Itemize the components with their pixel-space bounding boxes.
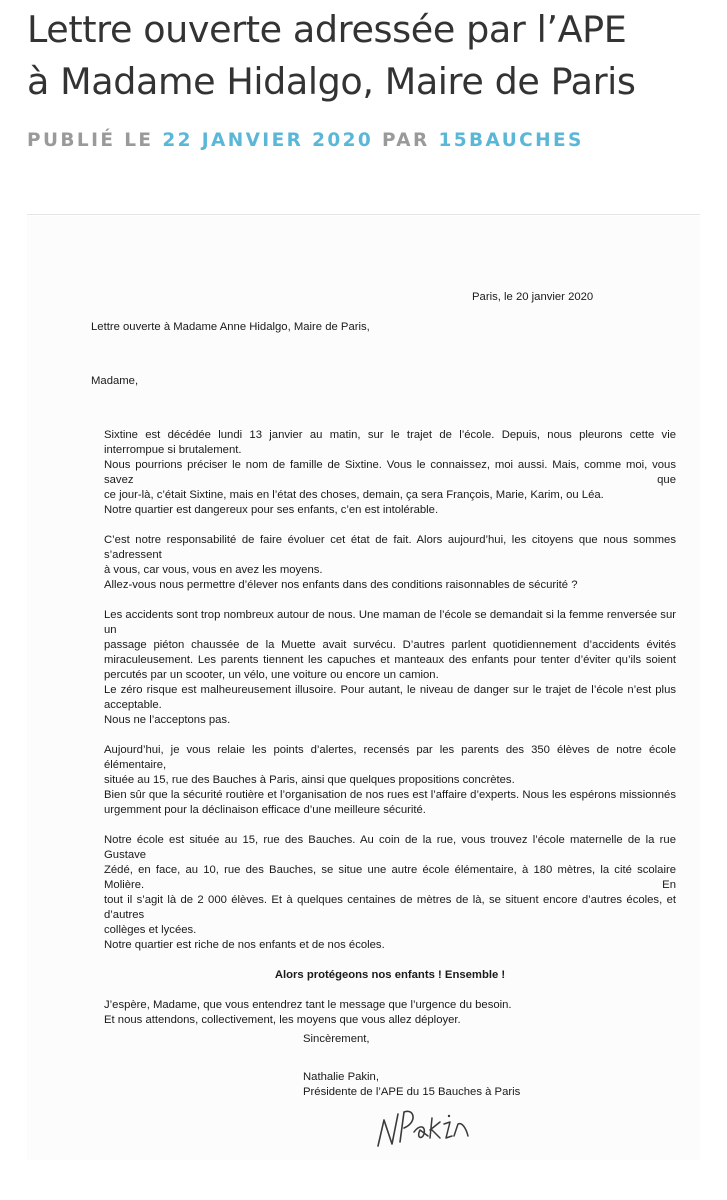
text-line: Notre quartier est riche de nos enfants et de nos écoles. xyxy=(104,939,385,951)
text-line: située au 15, rue des Bauches à Paris, ainsi que quelques propositions concrètes. xyxy=(104,774,515,786)
text-line: acceptable. xyxy=(104,699,162,711)
post-title-line-1: Lettre ouverte adressée par l’APE xyxy=(27,8,627,51)
paragraph-5 xyxy=(104,833,676,953)
text-line: passage piéton chaussée de la Muette avait survécu. D’autres parlent quotidiennement d’accidents évités xyxy=(104,639,676,651)
handwritten-signature xyxy=(370,1098,480,1158)
paragraph-final xyxy=(104,998,676,1028)
published-label: PUBLIÉ LE xyxy=(27,130,154,151)
text-line: ce jour-là, c’était Sixtine, mais en l’état des choses, demain, ça sera François, Marie, Karim, ou Léa. xyxy=(104,489,604,501)
letter-salutation: Madame, xyxy=(91,375,139,387)
paragraph-4 xyxy=(104,743,676,818)
post-title-line-2: à Madame Hidalgo, Maire de Paris xyxy=(27,60,636,103)
text-line: percutés par un scooter, un vélo, une voiture ou encore un camion. xyxy=(104,669,439,681)
text-line: collèges et lycées. xyxy=(104,924,197,936)
text-line: Notre quartier est dangereux pour ses enfants, c’en est intolérable. xyxy=(104,504,439,516)
paragraph-2 xyxy=(104,533,676,593)
signer-name: Nathalie Pakin, xyxy=(303,1071,379,1083)
post-header xyxy=(27,0,707,151)
by-label: PAR xyxy=(382,130,430,151)
paragraph-1 xyxy=(104,428,676,518)
header-divider xyxy=(27,214,700,215)
text-line: Les accidents sont trop nombreux autour de nous. Une maman de l’école se demandait si la femme renversée sur un xyxy=(104,609,676,636)
author-link[interactable]: 15BAUCHES xyxy=(438,130,584,151)
publish-date-link[interactable]: 22 JANVIER 2020 xyxy=(162,130,374,151)
text-line: Nous ne l’acceptons pas. xyxy=(104,714,231,726)
text-line: J’espère, Madame, que vous entendrez tant le message que l’urgence du besoin. xyxy=(104,999,512,1011)
text-line: Nous pourrions préciser le nom de famille de Sixtine. Vous le connaissez, moi aussi. Mais, comme moi, vous savez que xyxy=(104,459,676,486)
emphasis-line: Alors protégeons nos enfants ! Ensemble ! xyxy=(274,969,506,981)
text-line: tout il s’agit là de 2 000 élèves. Et à quelques centaines de mètres de là, se situent encore d’autres écoles, et d’autres xyxy=(104,894,676,921)
text-line: Aujourd’hui, je vous relaie les points d’alertes, recensés par les parents des 350 élèves de notre école élémentaire, xyxy=(104,744,676,771)
text-line: urgemment pour la déclinaison efficace d’une meilleure sécurité. xyxy=(104,804,426,816)
text-line: Bien sûr que la sécurité routière et l’organisation de nos rues est l’affaire d’experts. Nous les espérons missionnés xyxy=(104,789,676,801)
text-line: Sixtine est décédée lundi 13 janvier au matin, sur le trajet de l’école. Depuis, nous pleurons cette vie xyxy=(104,429,676,441)
paragraph-3 xyxy=(104,608,676,728)
text-line: Zédé, en face, au 10, rue des Bauches, se situe une autre école élémentaire, à 180 mètres, la cité scolaire Molière. En xyxy=(104,864,676,891)
text-line: Le zéro risque est malheureusement illusoire. Pour autant, le niveau de danger sur le trajet de l’école n’est plus xyxy=(104,684,676,696)
letter-paragraphs xyxy=(104,428,676,1043)
post-title xyxy=(27,0,707,108)
text-line: Notre école est située au 15, rue des Bauches. Au coin de la rue, vous trouvez l’école maternelle de la rue Gustave xyxy=(104,834,676,861)
text-line: interrompue si brutalement. xyxy=(104,444,242,456)
post-meta xyxy=(27,130,707,151)
text-line: C’est notre responsabilité de faire évoluer cet état de fait. Alors aujourd’hui, les citoyens que nous sommes s’adressent xyxy=(104,534,676,561)
letter-date: Paris, le 20 janvier 2020 xyxy=(472,291,594,303)
text-line: à vous, car vous, vous en avez les moyens. xyxy=(104,564,323,576)
signer-title: Présidente de l’APE du 15 Bauches à Paris xyxy=(303,1086,521,1098)
text-line: miraculeusement. Les parents tiennent les capuches et manteaux des enfants pour tenter d’éviter qu’ils soient xyxy=(104,654,676,666)
letter-address-line: Lettre ouverte à Madame Anne Hidalgo, Maire de Paris, xyxy=(91,321,370,333)
letter-closing: Sincèrement, xyxy=(303,1033,370,1045)
text-line: Et nous attendons, collectivement, les moyens que vous allez déployer. xyxy=(104,1014,461,1026)
letter-signer xyxy=(303,1070,520,1100)
text-line: Allez-vous nous permettre d’élever nos enfants dans des conditions raisonnables de sécurité ? xyxy=(104,579,578,591)
